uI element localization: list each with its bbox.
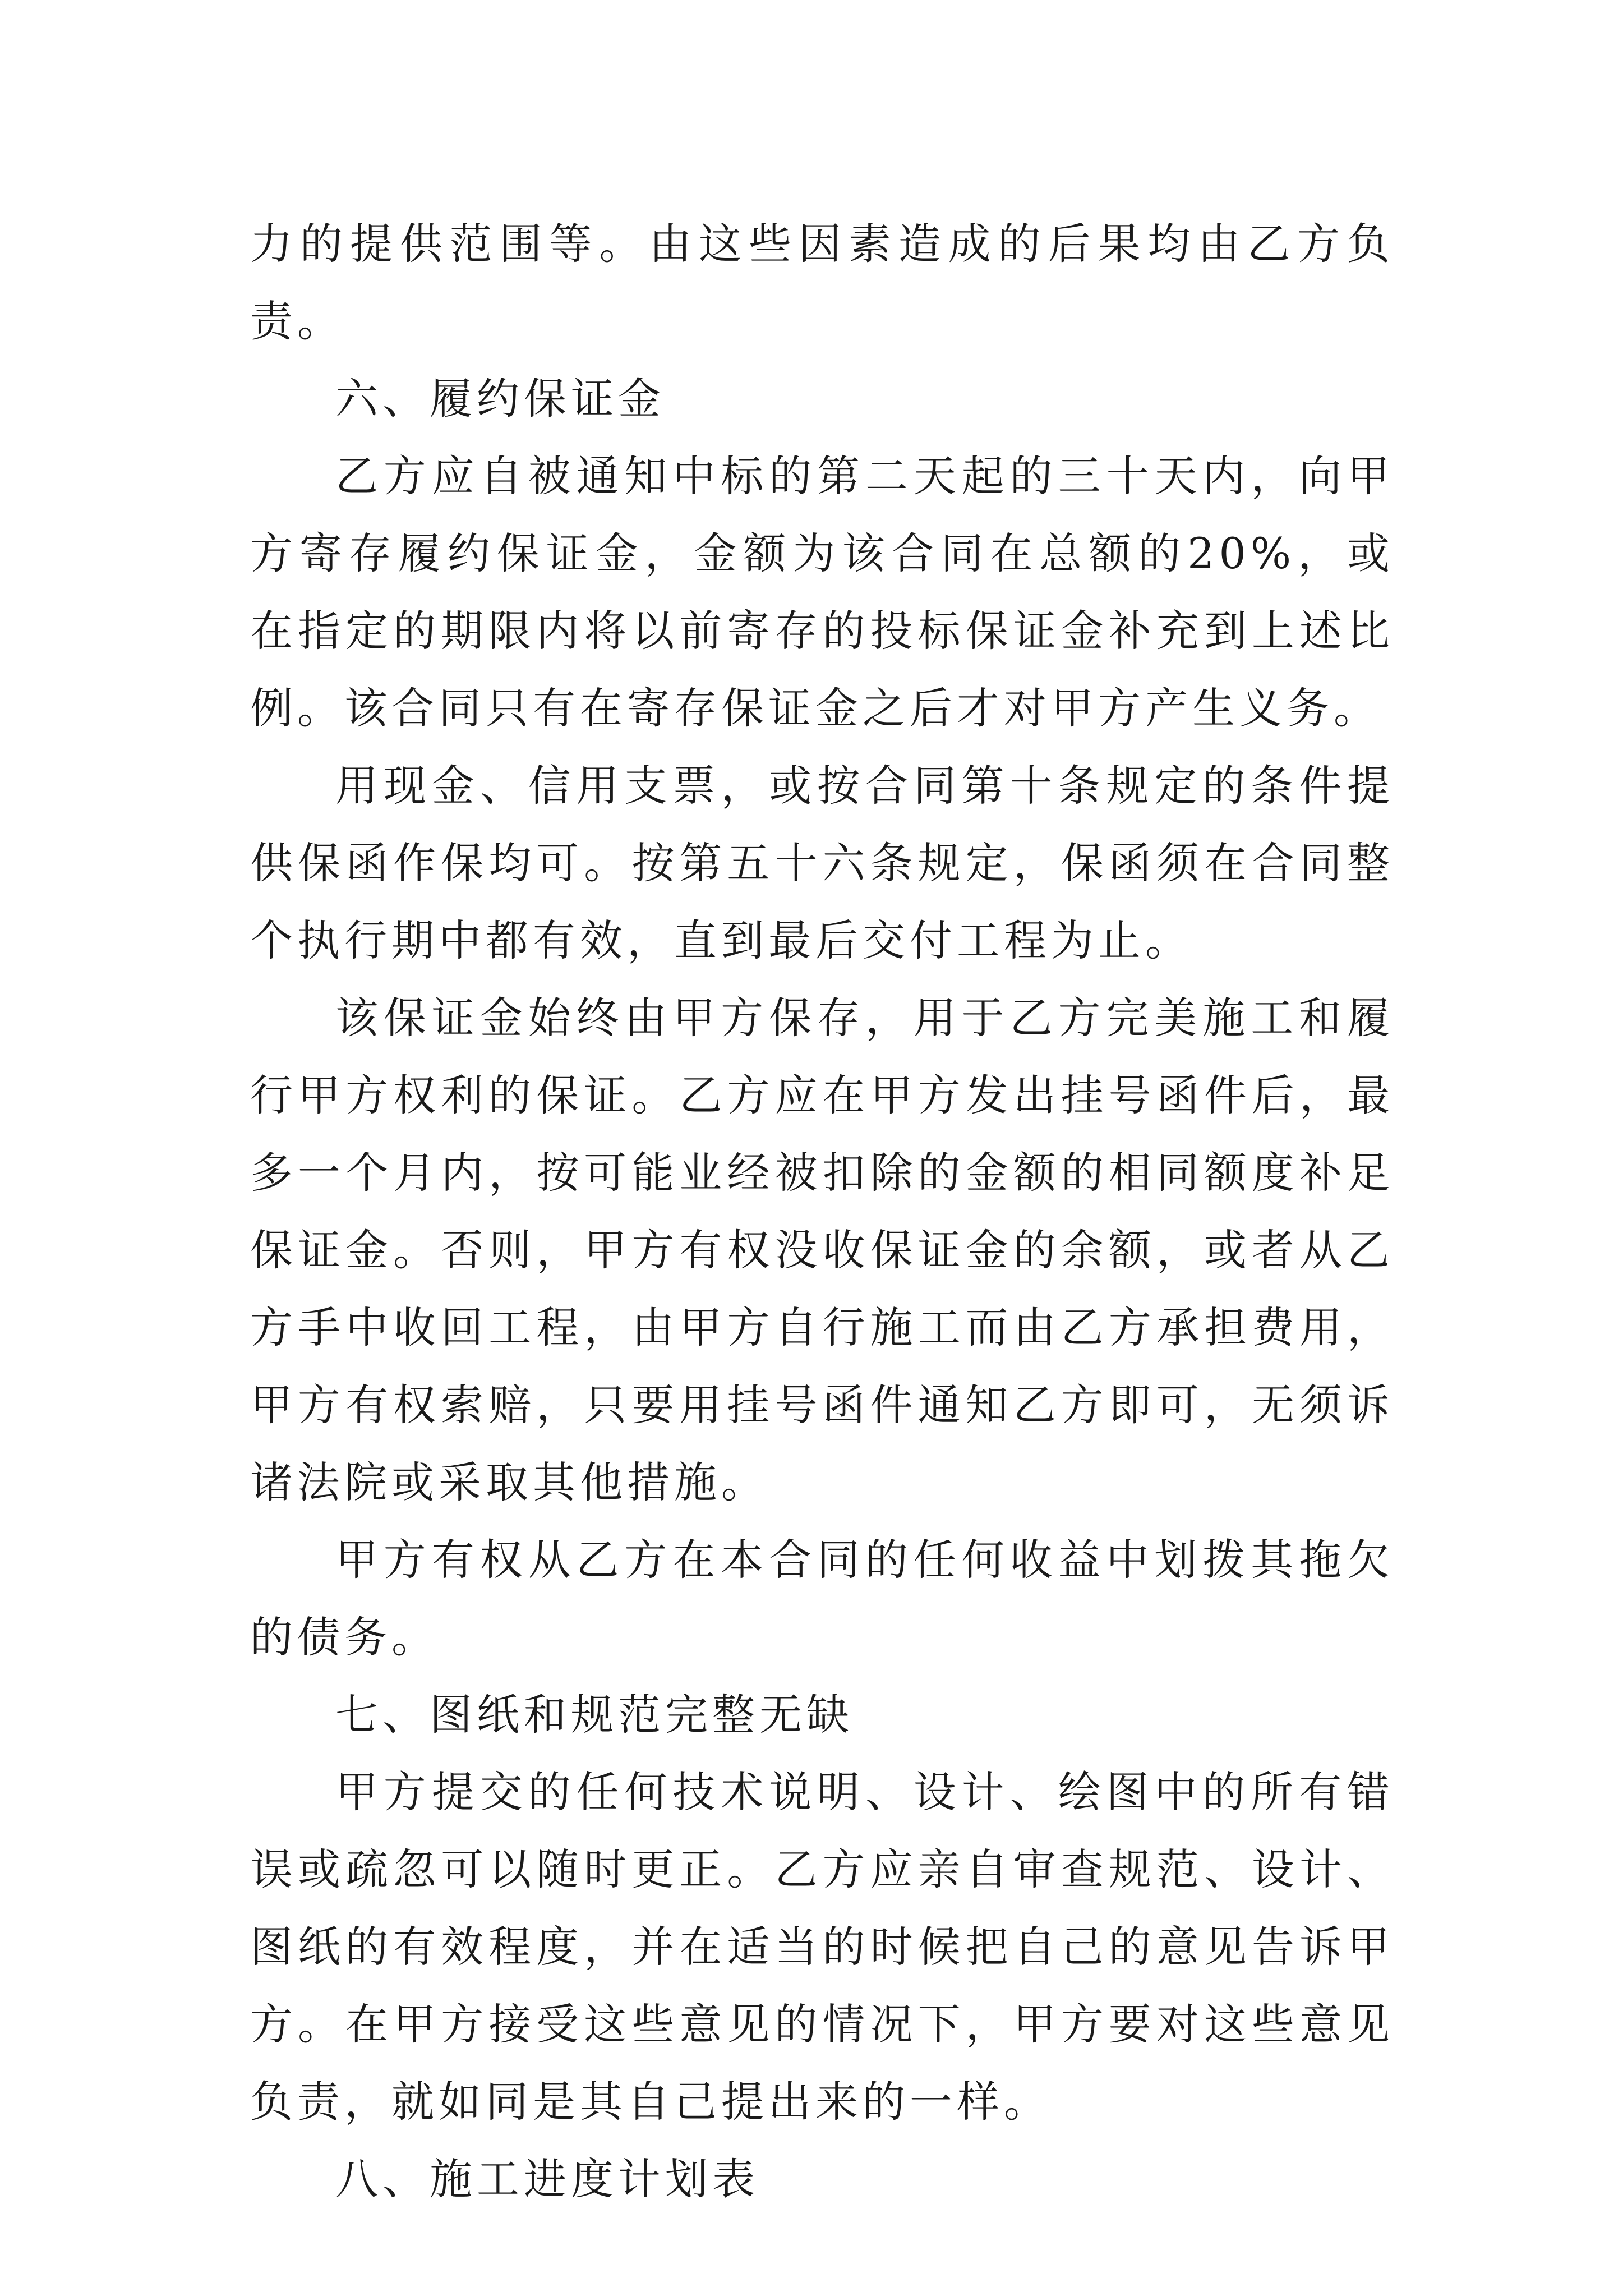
paragraph: 该保证金始终由甲方保存，用于乙方完美施工和履行甲方权利的保证。乙方应在甲方发出挂号函件后，最多一个月内，按可能业经被扣除的金额的相同额度补足保证金。否则，甲方有权没收保证金的余额，或者从乙方手中收回工程，由甲方自行施工而由乙方承担费用，甲方有权索赔，只要用挂号函件通知乙方即可，无须诉诸法院或采取其他措施。 — [250, 993, 1394, 1507]
paragraph: 乙方应自被通知中标的第二天起的三十天内，向甲方寄存履约保证金，金额为该合同在总额的20%，或在指定的期限内将以前寄存的投标保证金补充到上述比例。该合同只有在寄存保证金之后才对甲方产生义务。 — [250, 451, 1394, 733]
continuation-paragraph: 力的提供范围等。由这些因素造成的后果均由乙方负责。 — [250, 219, 1394, 346]
document-body — [250, 205, 1394, 2218]
section-heading-6: 六、履约保证金 — [335, 374, 665, 424]
section-heading-8: 八、施工进度计划表 — [335, 2154, 759, 2204]
paragraph: 用现金、信用支票，或按合同第十条规定的条件提供保函作保均可。按第五十六条规定，保函须在合同整个执行期中都有效，直到最后交付工程为止。 — [250, 761, 1394, 965]
paragraph: 甲方提交的任何技术说明、设计、绘图中的所有错误或疏忽可以随时更正。乙方应亲自审查规范、设计、图纸的有效程度，并在适当的时候把自己的意见告诉甲方。在甲方接受这些意见的情况下，甲方要对这些意见负责，就如同是其自己提出来的一样。 — [250, 1767, 1394, 2127]
section-heading-7: 七、图纸和规范完整无缺 — [335, 1690, 854, 1740]
paragraph: 甲方有权从乙方在本合同的任何收益中划拨其拖欠的债务。 — [250, 1535, 1394, 1662]
